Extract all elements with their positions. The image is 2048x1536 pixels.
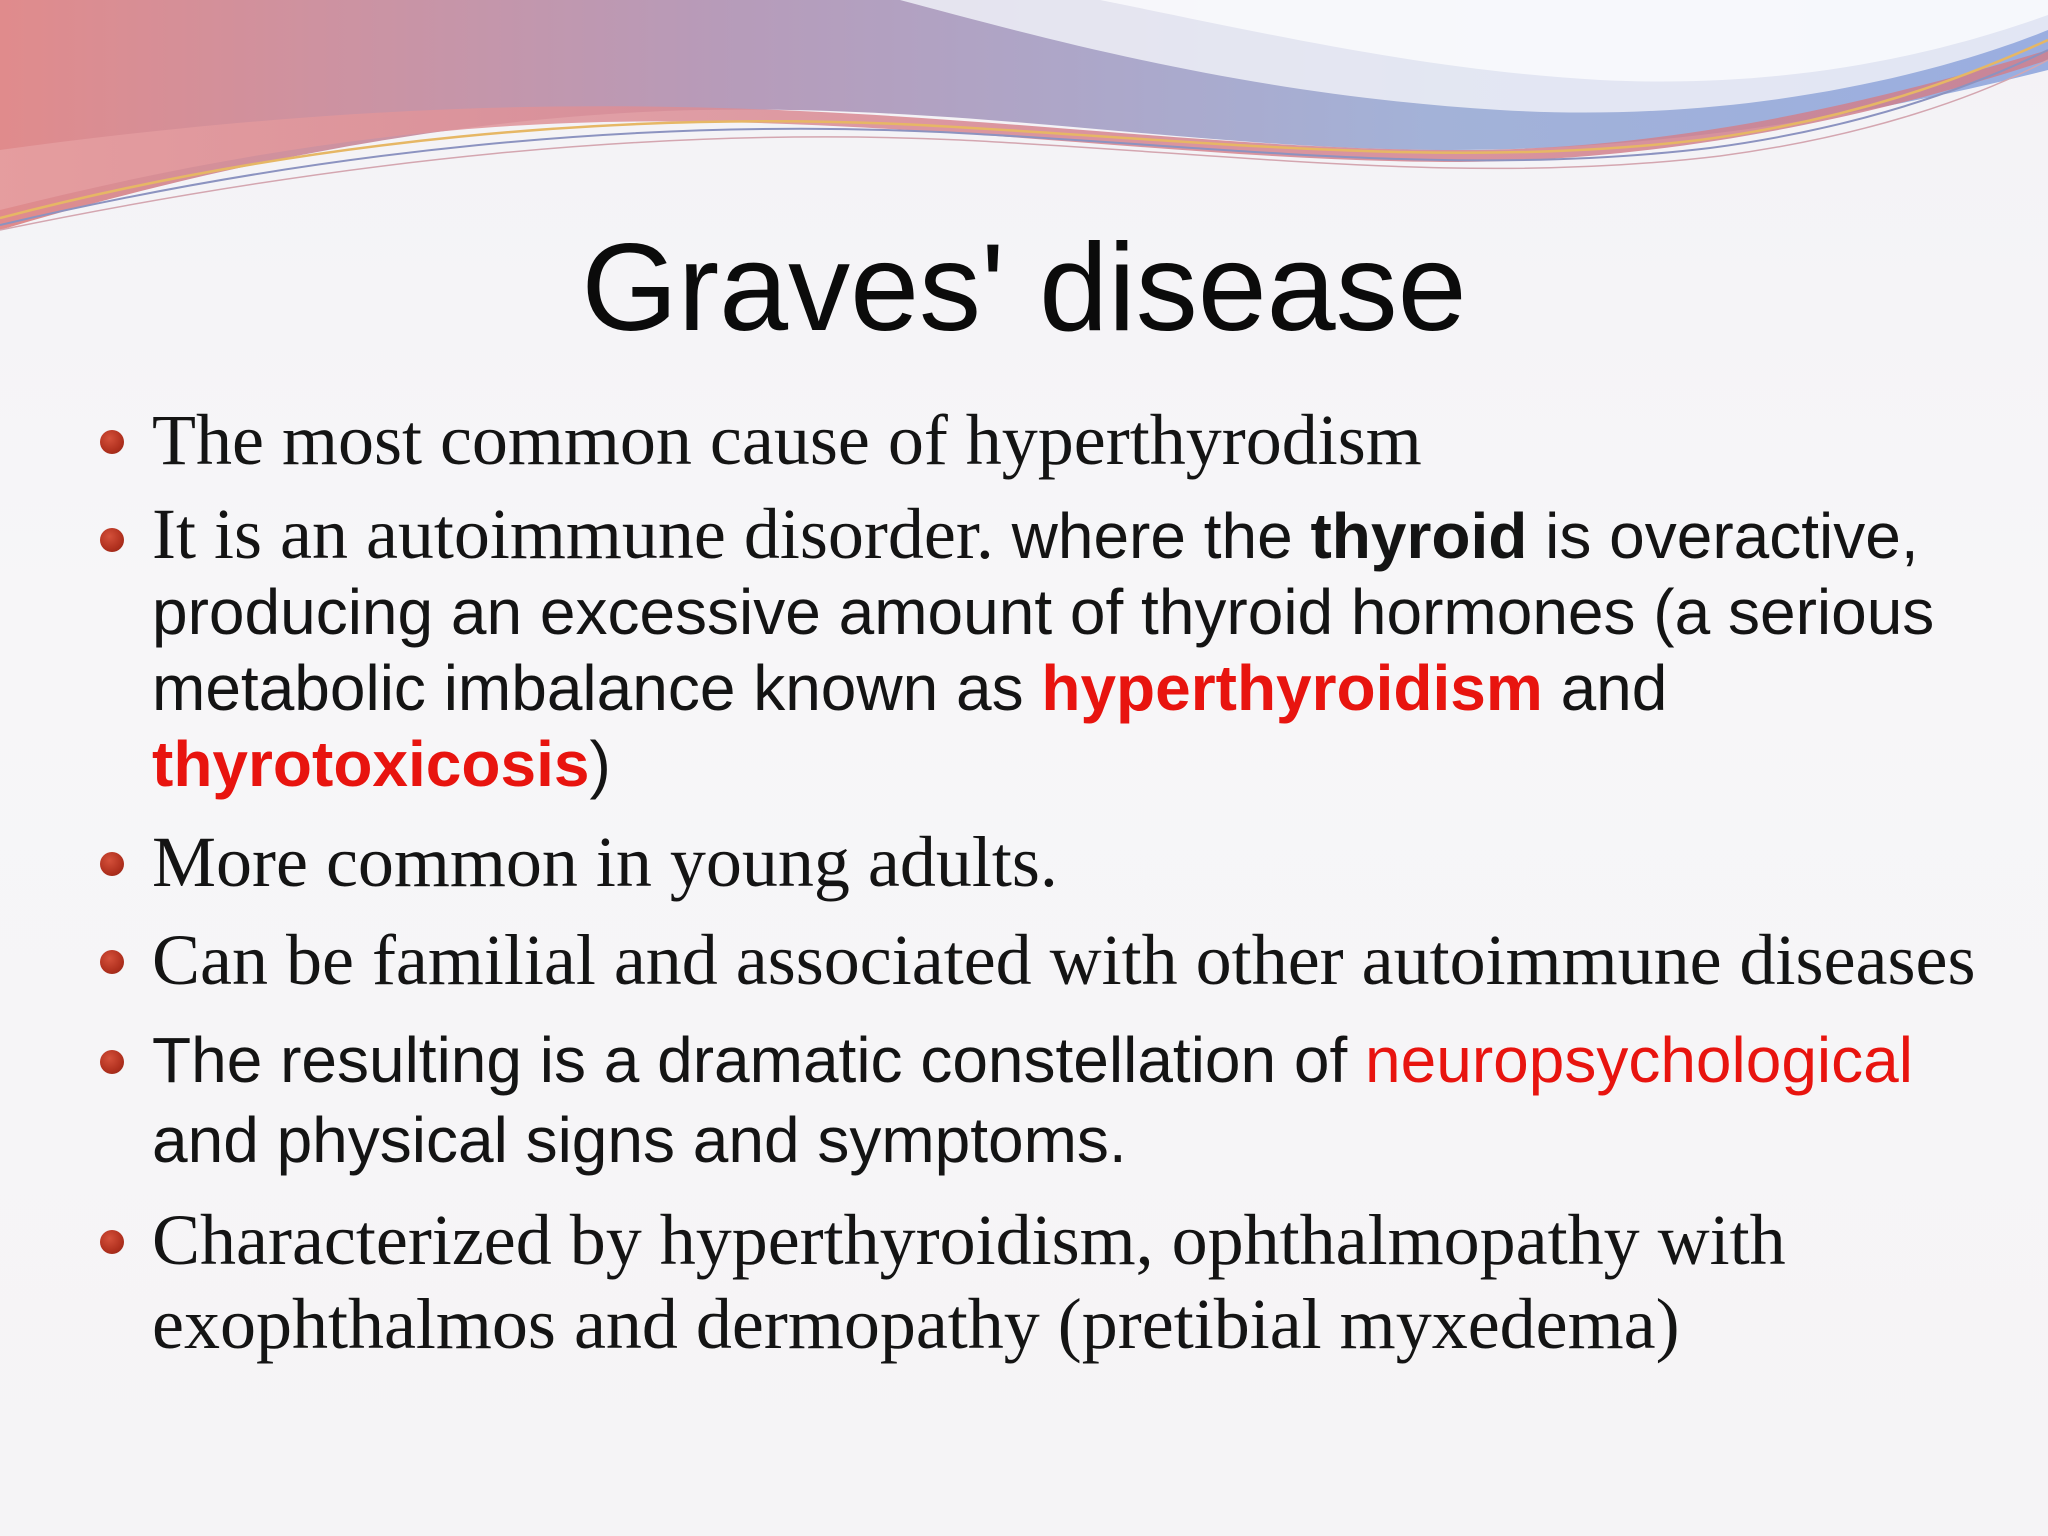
- bullet-dot-icon: [100, 852, 124, 876]
- bullet-dot-icon: [100, 1230, 124, 1254]
- bullet-dot-icon: [100, 950, 124, 974]
- bullet-text: Characterized by hyperthyroidism, ophthalmopathy with exophthalmos and dermopathy (pretibial myxedema): [152, 1200, 1786, 1364]
- bullet-item: [96, 1198, 1996, 1366]
- bullet-text: ): [589, 728, 611, 800]
- bullet-text: More common in young adults.: [152, 822, 1058, 902]
- bullet-text-bold: thyroid: [1310, 500, 1528, 572]
- bullet-list: [96, 398, 1996, 1366]
- bullet-text: Can be familial and associated with other autoimmune diseases: [152, 920, 1976, 1000]
- bullet-text-highlight: neuropsychological: [1365, 1024, 1913, 1096]
- bullet-text: where the: [993, 500, 1311, 572]
- bullet-text: and physical signs and symptoms.: [152, 1104, 1127, 1176]
- bullet-text: The resulting is a dramatic constellation of: [152, 1024, 1366, 1096]
- bullet-dot-icon: [100, 528, 124, 552]
- bullet-dot-icon: [100, 1050, 124, 1074]
- bullet-item: [96, 496, 1996, 802]
- bullet-text-lead: It is an autoimmune disorder.: [152, 494, 994, 574]
- bullet-text-highlight: thyrotoxicosis: [152, 728, 590, 800]
- bullet-item: [96, 398, 1996, 482]
- slide-title: Graves' disease: [581, 219, 1467, 357]
- bullet-text-highlight: hyperthyroidism: [1041, 652, 1543, 724]
- bullet-item: [96, 1020, 1996, 1180]
- bullet-item: [96, 820, 1996, 904]
- bullet-text: and: [1542, 652, 1668, 724]
- bullet-text: is overactive, producing an excessive amount of thyroid hormones (a serious metabolic imbalance known as: [152, 500, 1935, 724]
- bullet-text: The most common cause of hyperthyrodism: [152, 400, 1422, 480]
- bullet-dot-icon: [100, 430, 124, 454]
- bullet-item: [96, 918, 1996, 1002]
